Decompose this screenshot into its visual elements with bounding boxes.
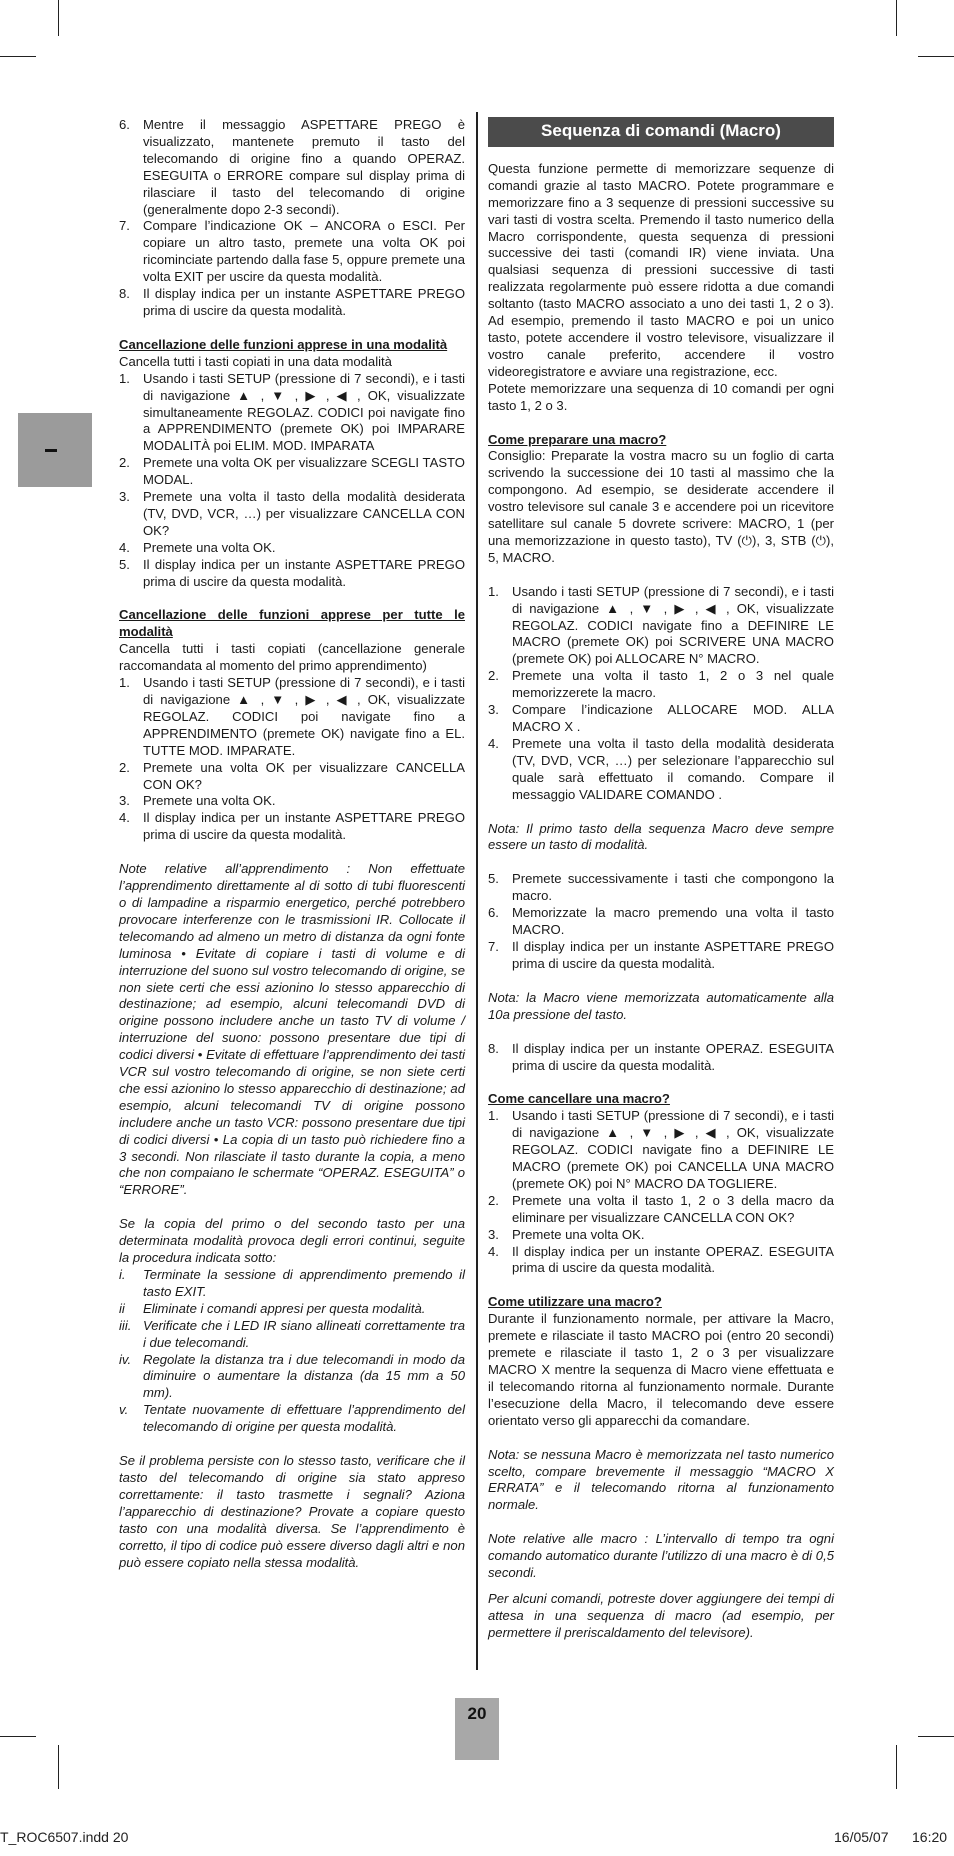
- macro-notes-2: Per alcuni comandi, potreste dover aggiungere dei tempi di attesa in una sequenza di macro (ad esempio, per permettere il preriscaldamento del televisore).: [488, 1590, 834, 1640]
- section-heading: Cancellazione delle funzioni apprese in una modalità: [119, 336, 448, 352]
- use-paragraph: Durante il funzionamento normale, per attivare la Macro, premete e rilasciate il tasto MACRO poi (entro 20 secondi) premete e rilasciate il tasto 1, 2 o 3 per visualizzare MACRO X mentre la sequenza di Macro viene effettuata e il telecomando ritorna al funzionamento normale. Durante l’esecuzione della Macro, il telecomando deve essere orientato verso gli apparecchi da comandare.: [488, 1311, 834, 1428]
- list-item: 2. Premete una volta OK per visualizzare CANCELLA CON OK?: [119, 759, 465, 792]
- tab-dash-mark: [45, 449, 57, 452]
- crop-mark: [918, 1736, 954, 1737]
- list-item: 1. Usando i tasti SETUP (pressione di 7 secondi), e i tasti di navigazione ▲ , ▼ , ▶ , ◀ , OK, visualizzate REGOLAZ. CODICI navigate fino a DEFINIRE LE MACRO (premete OK) poi CANCELLA UNA MACRO (premete OK) poi N° MACRO DA TOGLIERE.: [488, 1108, 834, 1191]
- consiglio-paragraph: Consiglio: Preparate la vostra macro su un foglio di carta scrivendo la successione dei 10 tasti al massimo che la compongono. Ad esempio, se desiderate accendere il vostro televisore sul canale 3 e accendere poi un ricevitore satellitare sul canale 5 dovrete scrivere: MACRO, 1 (per una memorizzazione in questo tasto), TV (⏻), 3, STB (⏻), 5, MACRO.: [488, 448, 834, 565]
- list-item: 1. Usando i tasti SETUP (pressione di 7 secondi), e i tasti di navigazione ▲ , ▼ , ▶ , ◀ , OK, visualizzate REGOLAZ. CODICI poi navigate fino a APPRENDIMENTO (premete OK) navigate fino a EL. TUTTE MOD. IMPARATE.: [119, 675, 465, 758]
- list-item: 5. Il display indica per un instante ASPETTARE PREGO prima di uscire da questa modalità.: [119, 556, 465, 589]
- prepare-steps-3: [488, 1041, 834, 1075]
- macro-section-banner: Sequenza di comandi (Macro): [488, 117, 834, 147]
- list-item: 1. Usando i tasti SETUP (pressione di 7 secondi), e i tasti di navigazione ▲ , ▼ , ▶ , ◀ , OK, visualizzate REGOLAZ. CODICI navigate fino a DEFINIRE LE MACRO (premete OK) poi SCRIVERE UNA MACRO (premete OK) poi ALLOCARE N° MACRO.: [488, 583, 834, 667]
- footer-time: 16:20: [912, 1829, 948, 1845]
- crop-mark: [58, 1745, 59, 1789]
- list-item: 3. Premete una volta il tasto della modalità desiderata (TV, DVD, VCR, …) per visualizzare CANCELLA CON OK?: [119, 489, 465, 538]
- list-item: 7. Compare l’indicazione OK – ANCORA o ESCI. Per copiare un altro tasto, premete una volta OK poi ricominciate partendo dalla fase 5, oppure premete una volta EXIT per uscire da questa modalità.: [119, 218, 465, 285]
- section-subtitle: Cancella tutti i tasti copiati (cancellazione generale raccomandata al momento del primo apprendimento): [119, 641, 465, 674]
- list-item: ii Eliminate i comandi appresi per questa modalità.: [119, 1300, 426, 1316]
- section1-steps: [119, 371, 465, 591]
- list-item: 7. Il display indica per un instante ASPETTARE PREGO prima di uscire da questa modalità.: [488, 938, 834, 971]
- section2-steps: [119, 675, 465, 844]
- crop-mark: [0, 1736, 36, 1737]
- troubleshoot-steps: [119, 1267, 465, 1436]
- list-item: 3. Premete una volta OK.: [488, 1226, 645, 1242]
- list-item: 6. Mentre il messaggio ASPETTARE PREGO è visualizzato, mantenete premuto il tasto del telecomando di origine fino a quando OPERAZ. ESEGUITA o ERRORE compare sul display prima di rilasciare il tasto del telecomando di origine (generalmente dopo 2-3 secondi).: [119, 117, 465, 217]
- list-item: 4. Premete una volta il tasto della modalità desiderata (TV, DVD, VCR, …) per selezionare l’apparecchio sul quale sarà effettuato il comando. Compare il messaggio VALIDARE COMANDO .: [488, 735, 834, 802]
- list-item: 2. Premete una volta il tasto 1, 2 o 3 nel quale memorizzerete la macro.: [488, 668, 834, 701]
- footer-filename: T_ROC6507.indd 20: [0, 1829, 129, 1845]
- note-paragraph: Nota: la Macro viene memorizzata automaticamente alla 10a pressione del tasto.: [488, 989, 834, 1022]
- right-column: [488, 117, 834, 1642]
- problem-paragraph: Se il problema persiste con lo stesso tasto, verificare che il tasto del telecomando di origine sia stato appreso correttamente: il tasto trasmette i segnali? Aziona l’apparecchio di destinazione? Provate a copiare questo tasto con una modalità diversa. Se l’apprendimento è corretto, il tipo di codice può essere diverso dagli altri e non può essere copiato nella stessa modalità.: [119, 1453, 465, 1570]
- note-paragraph: Nota: se nessuna Macro è memorizzata nel tasto numerico scelto, compare brevemente il messaggio “MACRO X ERRATA” e il telecomando ritorna al funzionamento normale.: [488, 1446, 834, 1513]
- note-paragraph: Nota: Il primo tasto della sequenza Macro deve sempre essere un tasto di modalità.: [488, 820, 834, 853]
- section-heading: Come cancellare una macro?: [488, 1091, 670, 1107]
- macro-intro-2: Potete memorizzare una sequenza di 10 comandi per ogni tasto 1, 2 o 3.: [488, 380, 834, 413]
- crop-mark: [896, 0, 897, 36]
- section-heading: Come utilizzare una macro?: [488, 1294, 662, 1310]
- section-subtitle: Cancella tutti i tasti copiati in una data modalità: [119, 353, 392, 369]
- list-item: 3. Compare l’indicazione ALLOCARE MOD. ALLA MACRO X .: [488, 702, 834, 734]
- crop-mark: [58, 0, 59, 36]
- column-divider: [476, 112, 478, 1670]
- list-item: 8. Il display indica per un instante ASPETTARE PREGO prima di uscire da questa modalità.: [119, 286, 465, 318]
- list-item: 4. Premete una volta OK.: [119, 539, 276, 555]
- prepare-steps-2: [488, 871, 834, 972]
- section-heading: Come preparare una macro?: [488, 431, 667, 447]
- prepare-steps: [488, 584, 834, 804]
- left-column: [119, 117, 465, 1571]
- macro-notes: Note relative alle macro : L’intervallo di tempo tra ogni comando automatico durante l’utilizzo di una macro è di 0,5 secondi.: [488, 1531, 834, 1581]
- crop-mark: [896, 1745, 897, 1789]
- section-heading: Cancellazione delle funzioni apprese per tutte le modalità: [119, 607, 465, 640]
- list-item: 5. Premete successivamente i tasti che compongono la macro.: [488, 871, 834, 904]
- list-item: 4. Il display indica per un instante OPERAZ. ESEGUITA prima di uscire da questa modalità.: [488, 1243, 834, 1276]
- list-item: iv. Regolate la distanza tra i due telecomandi in modo da diminuire o aumentare la distanza (da 15 mm a 50 mm).: [119, 1351, 465, 1401]
- list-item: iii. Verificate che i LED IR siano allineati correttamente tra i due telecomandi.: [119, 1317, 465, 1350]
- page-number: 20: [467, 1704, 487, 1723]
- copy-error-paragraph: Se la copia del primo o del secondo tasto per una determinata modalità provoca degli errori continui, seguite la procedura indicata sotto:: [119, 1216, 465, 1266]
- list-item: 4. Il display indica per un instante ASPETTARE PREGO prima di uscire da questa modalità.: [119, 810, 465, 843]
- list-item: v. Tentate nuovamente di effettuare l’apprendimento del telecomando di origine per questa modalità.: [119, 1402, 465, 1435]
- learning-notes: Note relative all’apprendimento : Non effettuate l’apprendimento direttamente al di sotto di tubi fluorescenti o di lampadine a risparmio energetico, perché potrebbero provocare interferenze con le trasmissioni IR. Collocate il telecomando ad almeno un metro di distanza da ogni fonte luminosa • Evitate di copiare i tasti di volume e di interruzione del suono sul vostro telecomando di origine, se non siete certi che essi azionino lo stesso apparecchio di destinazione; ad esempio, alcuni telecomandi DVD di origine possono includere anche un tasto TV di volume / interruzione del suono: possono presentare due tipi di codici diversi • Evitate di effettuare l’apprendimento dei tasti VCR sul vostro telecomando di origine, se non siete certi che essi azionino lo stesso apparecchio di destinazione; ad esempio, alcuni telecomandi TV di origine possono includere anche un tasto VCR: possono presentare due tipi di codici diversi • La copia di un tasto può richiedere fino a 3 secondi. Non rilasciate il tasto durante la copia, a meno che non compaiano le schermate “OPERAZ. ESEGUITA” o “ERRORE”.: [119, 861, 465, 1198]
- list-item: i. Terminate la sessione di apprendimento premendo il tasto EXIT.: [119, 1267, 465, 1299]
- cancel-steps: [488, 1108, 834, 1277]
- list-item: 8. Il display indica per un instante OPERAZ. ESEGUITA prima di uscire da questa modalità.: [488, 1040, 834, 1073]
- crop-mark: [918, 56, 954, 57]
- crop-mark: [0, 56, 36, 57]
- list-item: 2. Premete una volta il tasto 1, 2 o 3 della macro da eliminare per visualizzare CANCELLA CON OK?: [488, 1192, 834, 1225]
- list-item: 1. Usando i tasti SETUP (pressione di 7 secondi), e i tasti di navigazione ▲ , ▼ , ▶ , ◀ , OK, visualizzate simultaneamente REGOLAZ. CODICI poi navigate fino a APPRENDIMENTO (premete OK) poi IMPARARE MODALITÀ poi ELIM. MOD. IMPARATA: [119, 370, 465, 454]
- footer-date: 16/05/07: [834, 1829, 889, 1845]
- intro-steps-list: [119, 117, 465, 320]
- macro-intro: Questa funzione permette di memorizzare sequenze di comandi grazie al tasto MACRO. Potete programmare e memorizzare fino a 3 sequenze di pressioni successive su vari tasti di vostra scelta. Premendo il tasto numerico della Macro corrispondente, questa sequenza di pressioni successive dei tasti (comandi IR) viene inviata. Una qualsiasi sequenza di pressioni successive di tasti realizzata regolarmente può essere ridotta a due comandi soltanto (tasto MACRO associato a uno dei tasti 1, 2 o 3). Ad esempio, premendo il tasto MACRO e poi un unico tasto, potete accendere il vostro televisore, visualizzare il vostro canale preferito, accendere il vostro videoregistratore e avviare una registrazione, ecc.: [488, 160, 834, 379]
- list-item: 2. Premete una volta OK per visualizzare SCEGLI TASTO MODAL.: [119, 455, 465, 488]
- list-item: 3. Premete una volta OK.: [119, 793, 276, 809]
- list-item: 6. Memorizzate la macro premendo una volta il tasto MACRO.: [488, 905, 834, 938]
